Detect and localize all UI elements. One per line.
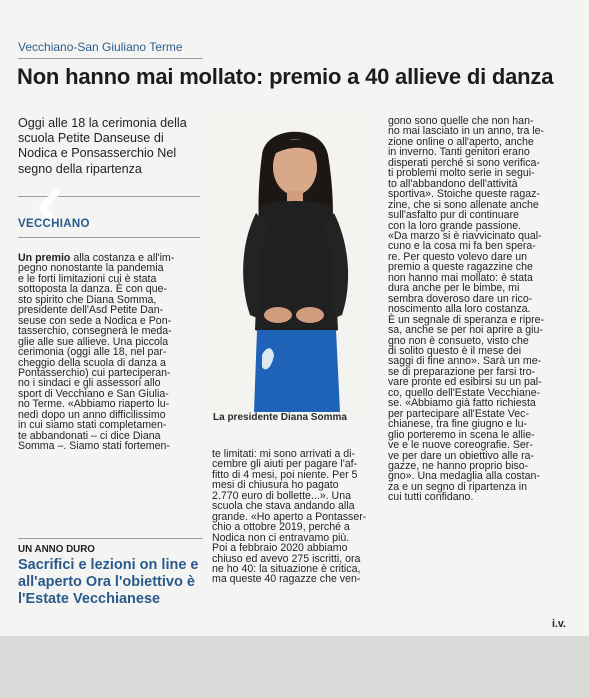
column-2-line: Nodica non ci entravamo più.	[212, 531, 350, 544]
column-3-line: sembra doveroso dare un rico-	[388, 292, 533, 305]
column-2-line: cembre gli aiuti per pagare l'af-	[212, 458, 358, 471]
column-2-line: mesi di chiusura ho pagato	[212, 479, 339, 492]
page-bottom-margin	[0, 636, 589, 698]
column-1-text: seuse con sede a Nodica e Pon-	[18, 314, 172, 327]
column-3-line: sull'asfalto pur di continuare	[388, 209, 519, 222]
column-3-line: zine, che si sono allenate anche	[388, 198, 539, 211]
column-1-line	[18, 441, 202, 451]
column-3-line: no mai lasciato in un anno, tra le-	[388, 125, 545, 138]
column-1-text: no Terme. «Abbiamo riaperto lu-	[18, 398, 170, 411]
column-3-line: di solito questo è il mese dei	[388, 344, 522, 357]
column-1-text: Pontasserchio) cui parteciperan-	[18, 366, 171, 379]
column-3-line: saggi di fine anno». Sarà un me-	[388, 355, 542, 368]
column-1-text: tasserchio, consegnerà le meda-	[18, 325, 172, 338]
section-label: VECCHIANO	[18, 218, 90, 230]
article-headline: Non hanno mai mollato: premio a 40 allieve di danza	[17, 64, 554, 89]
column-1-text: Somma –. Siamo stati fortemen-	[18, 440, 170, 453]
column-3-line: se di preparazione per farsi tro-	[388, 365, 536, 378]
column-3-line: dura anche per le bimbe, mi	[388, 282, 520, 295]
column-1-text: cheggio della scuola di danza a	[18, 356, 166, 369]
article-column-2	[212, 449, 382, 585]
column-3-line: ve per dare un obiettivo alle ra-	[388, 449, 535, 462]
column-3-line: ve e le nuove coreografie. Ser-	[388, 439, 533, 452]
column-3-line: È un segnale di speranza e ripre-	[388, 313, 545, 326]
column-3-line: gno non è consueto, visto che	[388, 334, 529, 347]
column-1-text: te abbandonati – ci dice Diana	[18, 429, 161, 442]
portrait-photo	[210, 115, 370, 412]
column-2-line: grande. «Ho aperto a Pontasser-	[212, 510, 367, 523]
column-3-line: re. Per questo volevo dare un	[388, 250, 527, 263]
column-1-text: sottoposta la danza. È con que-	[18, 283, 168, 296]
woman-portrait-image	[210, 115, 370, 412]
column-2-line: fitto di 4 mesi, poi niente. Per 5	[212, 468, 358, 481]
column-2-line: chio a ottobre 2019, perché a	[212, 521, 350, 534]
column-2-line: scuola che stava andando alla	[212, 500, 355, 513]
subhead-divider	[18, 538, 203, 539]
column-3-line: vare pronte ed esibirsi su un pal-	[388, 376, 542, 389]
column-2-line: Poi a febbraio 2020 abbiamo	[212, 542, 348, 555]
location-underline	[18, 58, 203, 59]
column-1-text: alla costanza e all'im-	[70, 252, 175, 264]
column-1-text: pegno nonostante la pandemia	[18, 262, 164, 275]
column-1-text: sto spirito che Diana Somma,	[18, 293, 157, 306]
column-3-line: in inverno. Tanti genitori erano	[388, 146, 530, 159]
column-1-text: presidente dell'Asd Petite Dan-	[18, 304, 164, 317]
column-3-line: gno». Una medaglia alla costan-	[388, 470, 540, 483]
column-3-line: «Da marzo si è riavvicinato qual-	[388, 229, 542, 242]
location-label: Vecchiano-San Giuliano Terme	[18, 40, 183, 54]
column-2-line: ma queste 40 ragazze che ven-	[212, 573, 361, 586]
column-1-text: sport di Vecchiano e San Giulia-	[18, 387, 169, 400]
column-1-text: e le forti limitazioni cui è stata	[18, 272, 157, 285]
column-3-line: gono sono quelle che non han-	[388, 115, 534, 127]
column-3-line: non hanno mai mollato: è stata	[388, 271, 533, 284]
column-3-line: chianese, tra fine giugno e lu-	[388, 418, 527, 431]
article-column-1	[18, 253, 202, 452]
column-3-line: cuno e la cosa mi fa ben spera-	[388, 240, 536, 253]
section-divider	[18, 237, 200, 238]
column-2-line: chiuso ed avevo 275 iscritti, ora	[212, 552, 361, 565]
column-2-line: ne ho 40: la situazione è critica,	[212, 562, 361, 575]
column-3-line: premio a queste ragazzine che	[388, 261, 533, 274]
column-1-text: in cui siamo stati completamen-	[18, 419, 167, 432]
author-signature: i.v.	[552, 618, 566, 630]
subhead-kicker: UN ANNO DURO	[18, 544, 95, 555]
column-3-line: noscimento alla loro costanza.	[388, 303, 531, 316]
column-1-bold-intro: Un premio	[18, 252, 71, 264]
subhead-title: Sacrifici e lezioni on line e all'aperto Ora l'obiettivo è l'Estate Vecchianese	[18, 557, 199, 607]
column-1-text: nedì dopo un anno difficilissimo	[18, 408, 166, 421]
column-3-line: disperati perché si sono verifica-	[388, 156, 540, 169]
column-3-line: con la loro grande passione.	[388, 219, 522, 232]
article-lead: Oggi alle 18 la cerimonia della scuola Petite Danseuse di Nodica e Ponsasserchio Nel segno della ripartenza	[18, 116, 187, 176]
column-1-text: glie alle sue allieve. Una piccola	[18, 335, 169, 348]
column-1-text: no i sindaci e gli assessori allo	[18, 377, 161, 390]
column-3-line: sportiva». Stoiche queste ragaz-	[388, 188, 540, 201]
column-2-line: te limitati: mi sono arrivati a di-	[212, 448, 356, 460]
column-3-line: ti problemi molto serie in segui-	[388, 167, 535, 180]
column-3-line: zione online o all'aperto, anche	[388, 135, 534, 148]
column-1-text: cerimonia (oggi alle 18, nel par-	[18, 346, 167, 359]
column-3-line: za e un segno di ripartenza in	[388, 480, 527, 493]
column-3-line: co, quello dell'Estate Vecchiane-	[388, 386, 541, 399]
column-3-line: to all'abbandono dell'attività	[388, 177, 518, 190]
column-3-line: per partecipare all'Estate Vec-	[388, 407, 529, 420]
column-3-line: sa, anche se per noi aprire a giu-	[388, 324, 543, 337]
photo-caption: La presidente Diana Somma	[213, 412, 347, 423]
column-3-line: glio porteremo in scena le allie-	[388, 428, 535, 441]
article-column-3	[388, 116, 575, 503]
column-2-line: 2.770 euro di bollette...». Una	[212, 489, 351, 502]
column-3-line: cui tutti confidano.	[388, 491, 474, 504]
column-3-line: gazze, ne hanno proprio biso-	[388, 459, 529, 472]
column-3-line: se. «Abbiamo già fatto richiesta	[388, 397, 536, 410]
